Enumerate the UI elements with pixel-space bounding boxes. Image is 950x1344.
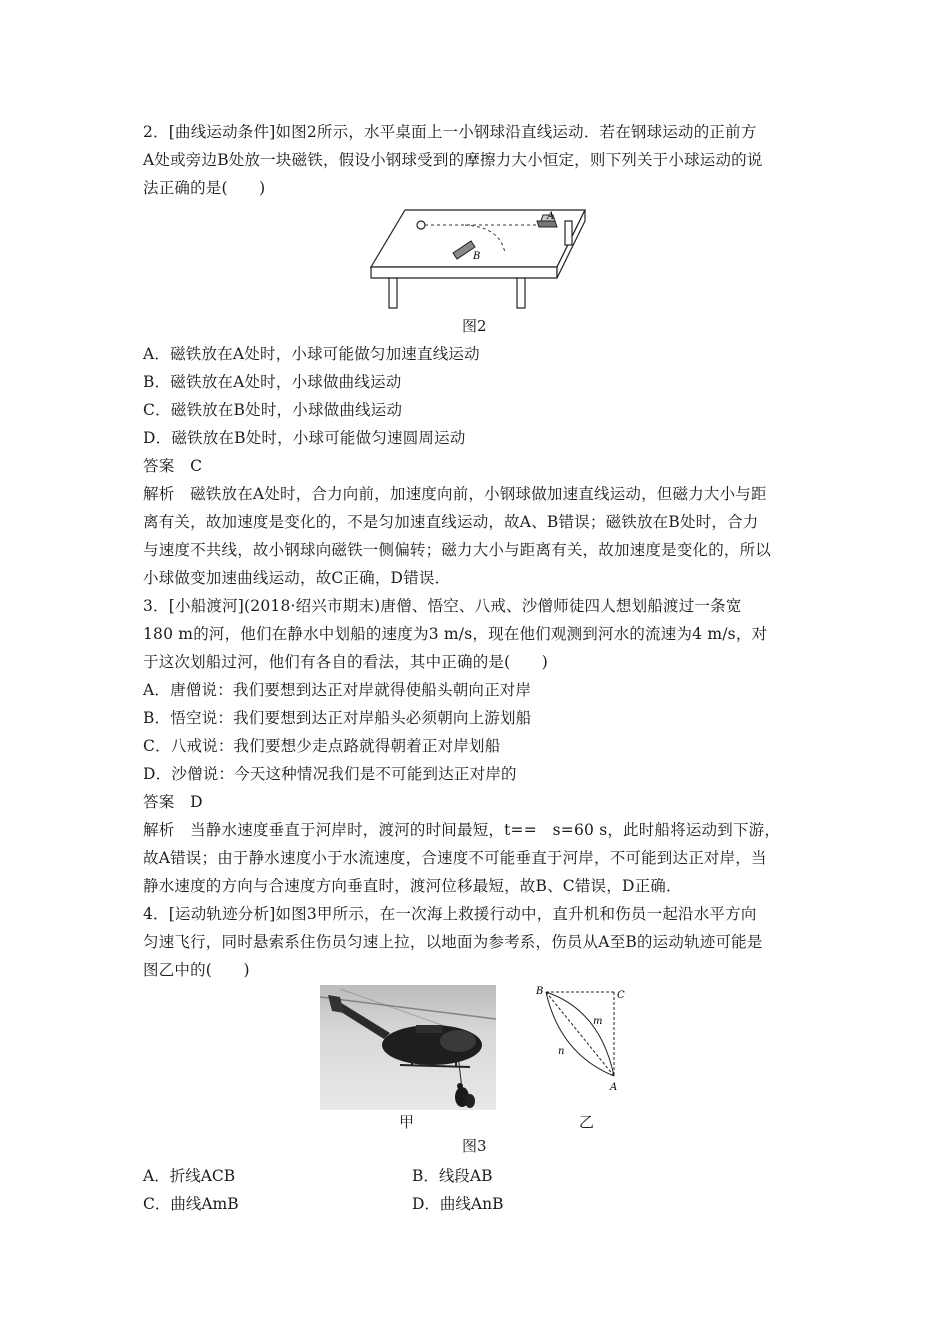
photo-caption-jia: 甲 xyxy=(399,1113,415,1131)
q2-stem-line-1: 2．[曲线运动条件]如图2所示，水平桌面上一小钢球沿直线运动．若在钢球运动的正前方 xyxy=(143,123,757,141)
figure-2-label-a: A xyxy=(547,211,555,222)
q4-stem-line-1: 4．[运动轨迹分析]如图3甲所示，在一次海上救援行动中，直升机和伤员一起沿水平方向 xyxy=(143,905,757,923)
q4-option-b: B．线段AB xyxy=(412,1167,493,1185)
q3-option-c: C．八戒说：我们要想少走点路就得朝着正对岸划船 xyxy=(143,737,501,755)
q2-answer: 答案 C xyxy=(143,457,203,475)
q2-analysis-line-2: 离有关，故加速度是变化的，不是匀加速直线运动，故A、B错误；磁铁放在B处时，合力 xyxy=(143,513,759,531)
q2-stem-line-3: 法正确的是( ) xyxy=(143,179,266,197)
diagram-label-b: B xyxy=(536,986,544,997)
figure-2-caption: 图2 xyxy=(462,317,487,335)
q4-stem-line-2: 匀速飞行，同时悬索系住伤员匀速上拉，以地面为参考系，伤员从A至B的运动轨迹可能是 xyxy=(143,933,763,951)
helicopter-rescue-photo xyxy=(320,985,496,1110)
q4-stem-line-3: 图乙中的( ) xyxy=(143,961,250,979)
q4-option-a: A．折线ACB xyxy=(143,1167,236,1185)
diagram-label-c: C xyxy=(617,990,625,1001)
q3-option-d: D．沙僧说：今天这种情况我们是不可能到达正对岸的 xyxy=(143,765,517,783)
figure-2-table-diagram xyxy=(365,205,587,311)
q2-option-a: A．磁铁放在A处时，小球可能做匀加速直线运动 xyxy=(143,345,480,363)
q2-analysis-line-3: 与速度不共线，故小钢球向磁铁一侧偏转；磁力大小与距离有关，故加速度是变化的，所以 xyxy=(143,541,772,559)
q4-option-d: D．曲线AnB xyxy=(412,1195,504,1213)
q2-option-d: D．磁铁放在B处时，小球可能做匀速圆周运动 xyxy=(143,429,466,447)
trajectory-diagram xyxy=(532,982,632,1094)
q3-analysis-line-3: 静水速度的方向与合速度方向垂直时，渡河位移最短，故B、C错误，D正确． xyxy=(143,877,682,895)
q3-stem-line-3: 于这次划船过河，他们有各自的看法，其中正确的是( ) xyxy=(143,653,548,671)
q3-analysis-line-2: 故A错误；由于静水速度小于水流速度，合速度不可能垂直于河岸，不可能到达正对岸，当 xyxy=(143,849,767,867)
q2-stem-line-2: A处或旁边B处放一块磁铁，假设小钢球受到的摩擦力大小恒定，则下列关于小球运动的说 xyxy=(143,151,763,169)
q3-answer: 答案 D xyxy=(143,793,203,811)
diagram-label-a: A xyxy=(610,1082,618,1093)
q2-analysis-line-4: 小球做变加速曲线运动，故C正确，D错误． xyxy=(143,569,451,587)
q4-option-c: C．曲线AmB xyxy=(143,1195,239,1213)
q3-stem-line-2: 180 m的河，他们在静水中划船的速度为3 m/s，现在他们观测到河水的流速为4 m/s，对 xyxy=(143,625,768,643)
q3-option-b: B．悟空说：我们要想到达正对岸船头必须朝向上游划船 xyxy=(143,709,532,727)
q3-stem-line-1: 3．[小船渡河](2018·绍兴市期末)唐僧、悟空、八戒、沙僧师徒四人想划船渡过一条宽 xyxy=(143,597,742,615)
figure-3-caption: 图3 xyxy=(462,1137,487,1155)
figure-2-label-b: B xyxy=(473,251,481,262)
diagram-label-m: m xyxy=(593,1016,603,1027)
q2-option-b: B．磁铁放在A处时，小球做曲线运动 xyxy=(143,373,402,391)
diagram-label-n: n xyxy=(558,1046,565,1057)
q3-analysis-line-1: 解析 当静水速度垂直于河岸时，渡河的时间最短，t== s=60 s，此时船将运动到下游， xyxy=(143,821,781,839)
diagram-caption-yi: 乙 xyxy=(579,1113,595,1131)
q2-option-c: C．磁铁放在B处时，小球做曲线运动 xyxy=(143,401,403,419)
q2-analysis-line-1: 解析 磁铁放在A处时，合力向前，加速度向前，小钢球做加速直线运动，但磁力大小与距 xyxy=(143,485,767,503)
q3-option-a: A．唐僧说：我们要想到达正对岸就得使船头朝向正对岸 xyxy=(143,681,532,699)
